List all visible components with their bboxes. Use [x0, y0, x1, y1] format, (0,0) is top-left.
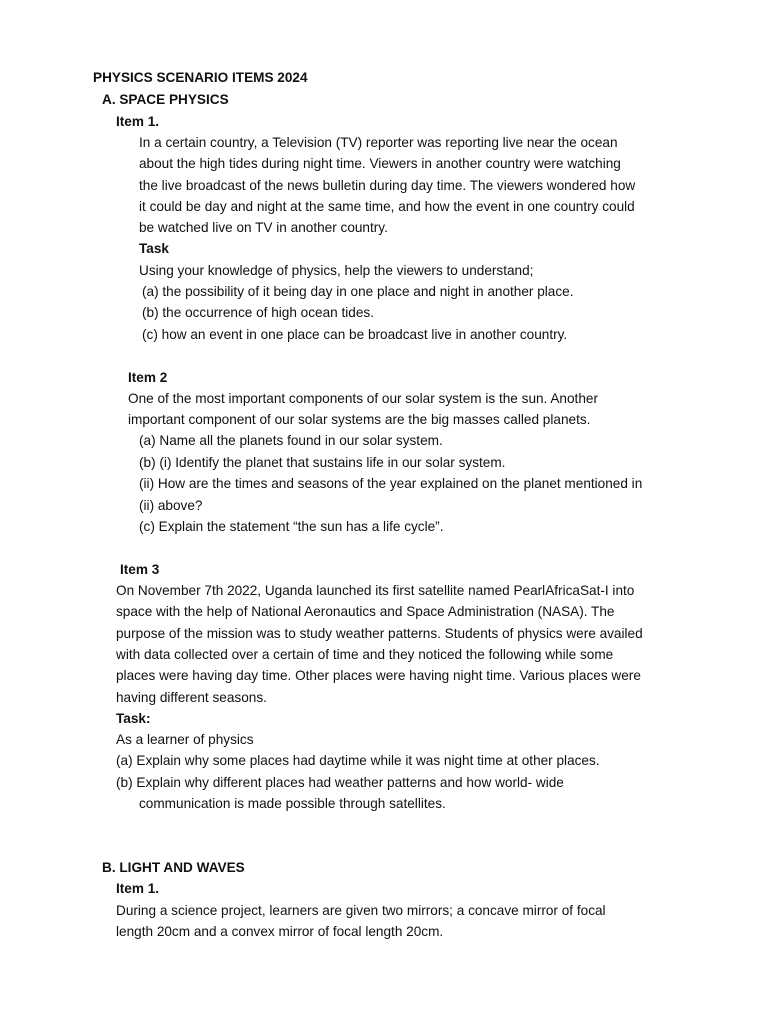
item-3-task-label: Task: [116, 711, 151, 726]
item-1-paragraph-line: In a certain country, a Television (TV) reporter was reporting live near the ocean [139, 135, 618, 150]
item-2-paragraph-line: important component of our solar systems are the big masses called planets. [128, 412, 591, 427]
section-b-item-1-label: Item 1. [116, 881, 160, 896]
item-1-task-line: (b) the occurrence of high ocean tides. [142, 305, 374, 320]
section-b-heading: B. LIGHT AND WAVES [102, 860, 245, 875]
item-2-question-line: (b) (i) Identify the planet that sustains life in our solar system. [139, 455, 506, 470]
item-1-task-label: Task [139, 241, 169, 256]
item-3-paragraph-line: space with the help of National Aeronautics and Space Administration (NASA). The [116, 604, 615, 619]
item-3-task-intro: As a learner of physics [116, 732, 254, 747]
item-3-paragraph-line: with data collected over a certain of time and they noticed the following while some [116, 647, 614, 662]
item-2-paragraph-line: One of the most important components of our solar system is the sun. Another [128, 391, 598, 406]
item-2-question-line: (c) Explain the statement “the sun has a life cycle”. [139, 519, 444, 534]
item-1-paragraph-line: be watched live on TV in another country. [139, 220, 388, 235]
item-3-task-line: (b) Explain why different places had weather patterns and how world- wide [116, 775, 564, 790]
item-2-label: Item 2 [128, 370, 168, 385]
item-1-task-line: (a) the possibility of it being day in one place and night in another place. [142, 284, 574, 299]
item-2-question-line: (ii) above? [139, 498, 203, 513]
item-3-label: Item 3 [120, 562, 160, 577]
section-b-item-1-paragraph-line: length 20cm and a convex mirror of focal length 20cm. [116, 924, 444, 939]
item-3-task-line: communication is made possible through satellites. [139, 796, 446, 811]
item-1-paragraph-line: about the high tides during night time. Viewers in another country were watching [139, 156, 621, 171]
section-a-heading: A. SPACE PHYSICS [102, 92, 229, 107]
item-3-paragraph-line: On November 7th 2022, Uganda launched its first satellite named PearlAfricaSat-I into [116, 583, 635, 598]
item-1-task-line: Using your knowledge of physics, help the viewers to understand; [139, 263, 534, 278]
item-1-paragraph-line: the live broadcast of the news bulletin during day time. The viewers wondered how [139, 178, 636, 193]
item-1-task-line: (c) how an event in one place can be broadcast live in another country. [142, 327, 568, 342]
item-3-task-line: (a) Explain why some places had daytime while it was night time at other places. [116, 753, 600, 768]
item-1-label: Item 1. [116, 114, 160, 129]
item-2-question-line: (a) Name all the planets found in our solar system. [139, 433, 443, 448]
item-3-paragraph-line: having different seasons. [116, 690, 267, 705]
item-1-paragraph-line: it could be day and night at the same time, and how the event in one country could [139, 199, 635, 214]
section-b-item-1-paragraph-line: During a science project, learners are given two mirrors; a concave mirror of focal [116, 903, 606, 918]
item-3-paragraph-line: purpose of the mission was to study weather patterns. Students of physics were availed [116, 626, 643, 641]
item-3-paragraph-line: places were having day time. Other places were having night time. Various places were [116, 668, 641, 683]
item-2-question-line: (ii) How are the times and seasons of the year explained on the planet mentioned in [139, 476, 643, 491]
document-title: PHYSICS SCENARIO ITEMS 2024 [93, 70, 308, 85]
